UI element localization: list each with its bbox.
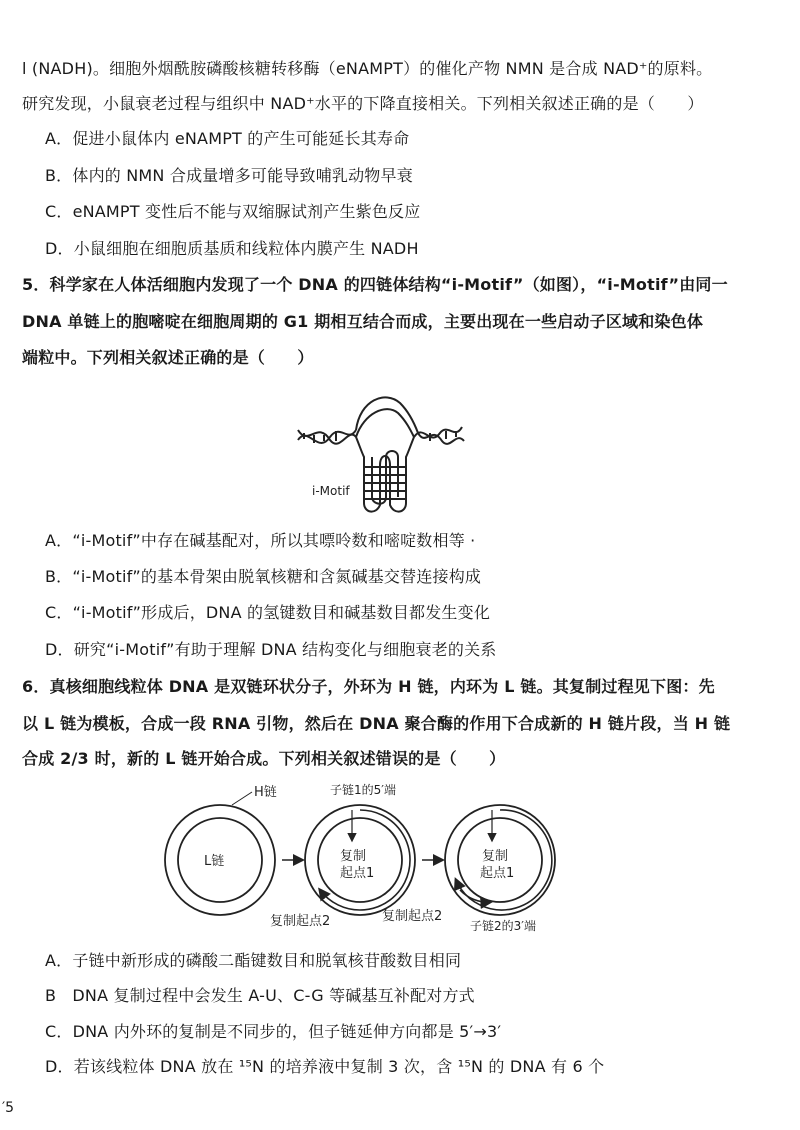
origin1-label-line1: 复制 bbox=[340, 849, 367, 864]
q5-stem-line-3: 端粒中。下列相关叙述正确的是（ ） bbox=[22, 348, 314, 367]
q5-option-d: D．研究“i-Motif”有助于理解 DNA 结构变化与细胞衰老的关系 bbox=[45, 640, 497, 659]
q6-option-a: A．子链中新形成的磷酸二酯键数目和脱氧核苷酸数目相同 bbox=[45, 951, 462, 970]
i-motif-figure bbox=[290, 385, 470, 520]
q6-option-b: B DNA 复制过程中会发生 A-U、C-G 等碱基互补配对方式 bbox=[45, 986, 475, 1005]
q6-stem-line-1: 6．真核细胞线粒体 DNA 是双链环状分子，外环为 H 链，内环为 L 链。其复制过程见下图：先 bbox=[22, 677, 715, 696]
i-motif-label: i-Motif bbox=[312, 484, 350, 498]
page-number: ′5 bbox=[2, 1100, 15, 1116]
origin1-label-line2-b: 起点1 bbox=[480, 866, 515, 881]
dna-double-helix-icon bbox=[298, 397, 464, 443]
q4-option-c: C．eNAMPT 变性后不能与双缩脲试剂产生紫色反应 bbox=[45, 202, 421, 221]
q4-option-a: A．促进小鼠体内 eNAMPT 的产生可能延长其寿命 bbox=[45, 129, 410, 148]
q5-option-c: C．“i-Motif”形成后，DNA 的氢键数目和碱基数目都发生变化 bbox=[45, 603, 491, 622]
daughter2-3prime-label: 子链2的3′端 bbox=[470, 919, 536, 933]
q5-option-b: B．“i-Motif”的基本骨架由脱氧核糖和含氮碱基交替连接构成 bbox=[45, 567, 482, 586]
intro-line-2: 研究发现，小鼠衰老过程与组织中 NAD⁺水平的下降直接相关。下列相关叙述正确的是（ ） bbox=[22, 94, 704, 113]
q4-option-b: B．体内的 NMN 合成量增多可能导致哺乳动物早衰 bbox=[45, 166, 413, 185]
q5-stem-line-1: 5．科学家在人体活细胞内发现了一个 DNA 的四链体结构“i-Motif”（如图），“i-Motif”由同一 bbox=[22, 275, 728, 294]
q6-option-d: D．若该线粒体 DNA 放在 ¹⁵N 的培养液中复制 3 次，含 ¹⁵N 的 DNA 有 6 个 bbox=[45, 1057, 605, 1076]
q5-option-a: A．“i-Motif”中存在碱基配对，所以其嘌呤数和嘧啶数相等 · bbox=[45, 531, 476, 550]
q5-stem-line-2: DNA 单链上的胞嘧啶在细胞周期的 G1 期相互结合而成，主要出现在一些启动子区域和染色体 bbox=[22, 312, 704, 331]
q4-option-d: D．小鼠细胞在细胞质基质和线粒体内膜产生 NADH bbox=[45, 239, 419, 258]
h-chain-leader-icon bbox=[232, 792, 252, 805]
origin2-label-b: 复制起点2 bbox=[382, 909, 443, 924]
q6-option-c: C．DNA 内外环的复制是不同步的，但子链延伸方向都是 5′→3′ bbox=[45, 1022, 502, 1041]
intro-line-1: l (NADH)。细胞外烟酰胺磷酸核糖转移酶（eNAMPT）的催化产物 NMN 是合成 NAD⁺的原料。 bbox=[22, 59, 713, 78]
origin1-label-line1-b: 复制 bbox=[482, 849, 509, 864]
l-chain-label: L链 bbox=[204, 854, 225, 869]
h-chain-label: H链 bbox=[254, 785, 277, 800]
q6-stem-line-3: 合成 2/3 时，新的 L 链开始合成。下列相关叙述错误的是（ ） bbox=[22, 749, 506, 768]
q6-stem-line-2: 以 L 链为模板，合成一段 RNA 引物，然后在 DNA 聚合酶的作用下合成新的 H 链片段，当 H 链 bbox=[22, 714, 731, 733]
daughter1-5prime-label: 子链1的5′端 bbox=[330, 783, 396, 797]
origin1-label-line2: 起点1 bbox=[340, 866, 375, 881]
i-motif-quadruplex-icon bbox=[356, 437, 414, 512]
mtdna-replication-figure bbox=[160, 780, 580, 940]
origin2-label-a: 复制起点2 bbox=[270, 914, 331, 929]
